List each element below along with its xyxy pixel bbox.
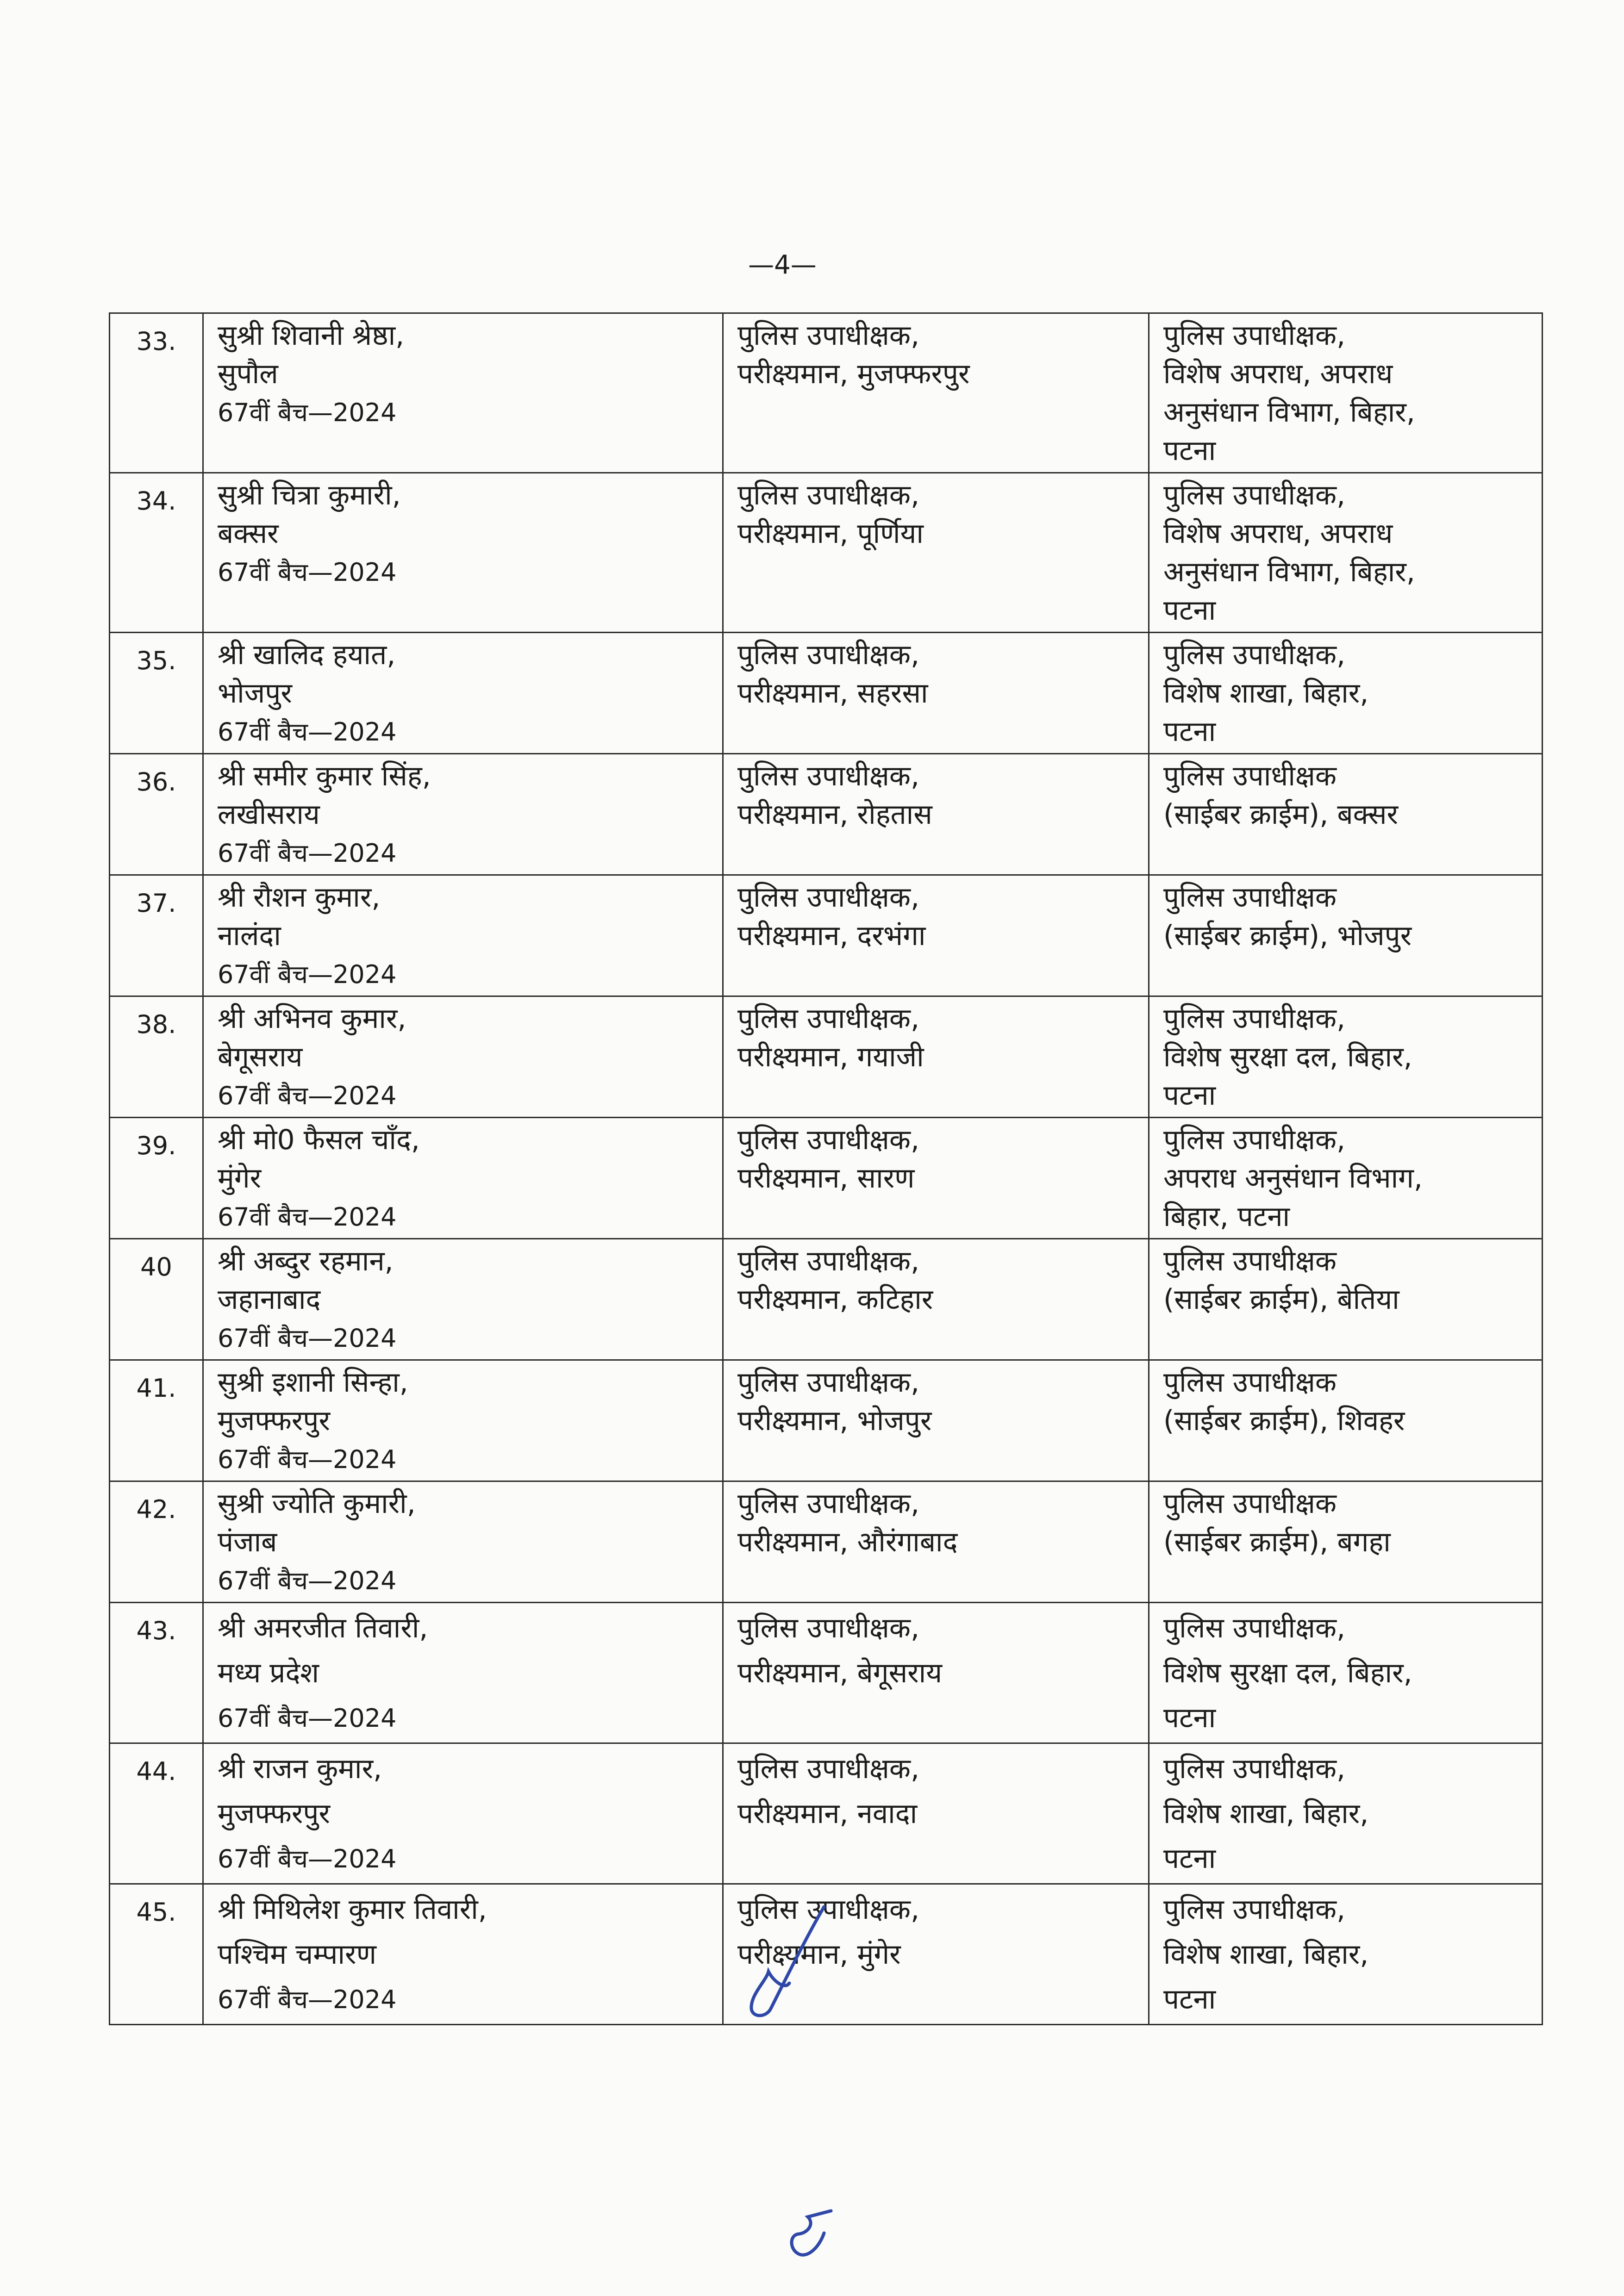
serial-number: 43. <box>110 1603 203 1743</box>
table-row <box>110 1603 1543 1743</box>
current-posting-line: परीक्ष्यमान, गयाजी <box>737 1041 924 1073</box>
current-posting-line: परीक्ष्यमान, बेगूसराय <box>737 1657 943 1689</box>
new-posting-line: (साईबर क्राईम), भोजपुर <box>1163 920 1412 952</box>
serial-number: 36. <box>110 754 203 875</box>
current-posting-cell <box>723 1360 1149 1481</box>
table-row <box>110 996 1543 1118</box>
table-row <box>110 313 1543 473</box>
officer-cell <box>203 1884 723 2025</box>
officer-cell <box>203 313 723 473</box>
batch-label: 67वीं बैच—2024 <box>218 398 397 427</box>
officer-name: श्री अब्दुर रहमान, <box>218 1245 394 1277</box>
serial-number: 37. <box>110 875 203 996</box>
officer-name: श्री रौशन कुमार, <box>218 881 381 914</box>
home-district: मुजफ्फरपुर <box>218 1405 330 1437</box>
officer-name: श्री अभिनव कुमार, <box>218 1002 406 1035</box>
officer-name: सुश्री शिवानी श्रेष्ठा, <box>218 319 405 352</box>
new-posting-cell <box>1149 875 1543 996</box>
current-posting-line: पुलिस उपाधीक्षक, <box>737 1893 920 1926</box>
home-district: जहानाबाद <box>218 1283 321 1316</box>
new-posting-cell <box>1149 1884 1543 2025</box>
current-posting-cell <box>723 473 1149 633</box>
officer-name: सुश्री इशानी सिन्हा, <box>218 1366 408 1399</box>
current-posting-line: पुलिस उपाधीक्षक, <box>737 1002 920 1035</box>
officer-cell <box>203 473 723 633</box>
current-posting-line: परीक्ष्यमान, सहरसा <box>737 677 928 709</box>
new-posting-line: पुलिस उपाधीक्षक <box>1163 881 1337 914</box>
current-posting-cell <box>723 1743 1149 1884</box>
current-posting-line: परीक्ष्यमान, मुजफ्फरपुर <box>737 358 970 390</box>
new-posting-line: पुलिस उपाधीक्षक, <box>1163 1753 1346 1785</box>
home-district: सुपौल <box>218 358 278 390</box>
new-posting-line: पुलिस उपाधीक्षक, <box>1163 479 1346 511</box>
new-posting-line: अनुसंधान विभाग, बिहार, <box>1163 396 1415 429</box>
new-posting-line: पुलिस उपाधीक्षक <box>1163 760 1337 792</box>
new-posting-line: विशेष अपराध, अपराध <box>1163 517 1393 550</box>
home-district: पंजाब <box>218 1526 277 1558</box>
officer-cell <box>203 633 723 754</box>
current-posting-line: परीक्ष्यमान, मुंगेर <box>737 1938 901 1971</box>
batch-label: 67वीं बैच—2024 <box>218 558 397 587</box>
new-posting-line: पुलिस उपाधीक्षक, <box>1163 1124 1346 1156</box>
new-posting-cell <box>1149 1360 1543 1481</box>
current-posting-cell <box>723 1239 1149 1360</box>
new-posting-line: (साईबर क्राईम), बक्सर <box>1163 798 1399 831</box>
current-posting-line: पुलिस उपाधीक्षक, <box>737 1366 920 1399</box>
officer-name: श्री खालिद हयात, <box>218 639 396 671</box>
current-posting-line: परीक्ष्यमान, पूर्णिया <box>737 517 924 550</box>
new-posting-line: पुलिस उपाधीक्षक, <box>1163 1612 1346 1644</box>
table-row <box>110 754 1543 875</box>
new-posting-line: पटना <box>1163 435 1216 467</box>
current-posting-cell <box>723 1118 1149 1239</box>
current-posting-cell <box>723 996 1149 1118</box>
new-posting-line: विशेष सुरक्षा दल, बिहार, <box>1163 1657 1412 1689</box>
new-posting-line: विशेष शाखा, बिहार, <box>1163 1938 1369 1971</box>
signature <box>734 1902 840 2022</box>
officer-name: सुश्री ज्योति कुमारी, <box>218 1487 416 1520</box>
new-posting-line: पुलिस उपाधीक्षक, <box>1163 1002 1346 1035</box>
current-posting-cell <box>723 633 1149 754</box>
serial-number: 38. <box>110 996 203 1118</box>
home-district: बेगूसराय <box>218 1041 303 1073</box>
new-posting-line: विशेष सुरक्षा दल, बिहार, <box>1163 1041 1412 1073</box>
initial-mark <box>780 2205 849 2265</box>
table-row <box>110 1743 1543 1884</box>
current-posting-line: पुलिस उपाधीक्षक, <box>737 1612 920 1644</box>
officer-cell <box>203 1743 723 1884</box>
current-posting-line: परीक्ष्यमान, दरभंगा <box>737 920 926 952</box>
current-posting-line: पुलिस उपाधीक्षक, <box>737 639 920 671</box>
current-posting-line: पुलिस उपाधीक्षक, <box>737 1245 920 1277</box>
current-posting-cell <box>723 1481 1149 1603</box>
new-posting-line: विशेष शाखा, बिहार, <box>1163 1798 1369 1830</box>
batch-label: 67वीं बैच—2024 <box>218 1704 397 1733</box>
officer-name: श्री समीर कुमार सिंह, <box>218 760 431 792</box>
current-posting-line: परीक्ष्यमान, कटिहार <box>737 1283 933 1316</box>
batch-label: 67वीं बैच—2024 <box>218 839 397 868</box>
serial-number: 35. <box>110 633 203 754</box>
new-posting-line: (साईबर क्राईम), बगहा <box>1163 1526 1391 1558</box>
current-posting-cell <box>723 1603 1149 1743</box>
officer-name: श्री मो0 फैसल चाँद, <box>218 1124 420 1156</box>
batch-label: 67वीं बैच—2024 <box>218 1566 397 1595</box>
new-posting-line: पटना <box>1163 1079 1216 1112</box>
officer-cell <box>203 1481 723 1603</box>
officer-name: श्री अमरजीत तिवारी, <box>218 1612 428 1644</box>
new-posting-line: पटना <box>1163 716 1216 748</box>
current-posting-cell <box>723 875 1149 996</box>
current-posting-cell <box>723 754 1149 875</box>
new-posting-line: (साईबर क्राईम), शिवहर <box>1163 1405 1405 1437</box>
new-posting-line: अनुसंधान विभाग, बिहार, <box>1163 556 1415 588</box>
officer-cell <box>203 875 723 996</box>
new-posting-line: विशेष शाखा, बिहार, <box>1163 677 1369 709</box>
home-district: भोजपुर <box>218 677 292 709</box>
current-posting-line: परीक्ष्यमान, रोहतास <box>737 798 932 831</box>
new-posting-line: (साईबर क्राईम), बेतिया <box>1163 1283 1399 1316</box>
new-posting-cell <box>1149 313 1543 473</box>
new-posting-line: पटना <box>1163 1983 1216 2016</box>
table-row <box>110 473 1543 633</box>
new-posting-cell <box>1149 633 1543 754</box>
posting-table <box>109 312 1543 2025</box>
table-row <box>110 1239 1543 1360</box>
table-row <box>110 1360 1543 1481</box>
officer-name: सुश्री चित्रा कुमारी, <box>218 479 401 511</box>
new-posting-line: विशेष अपराध, अपराध <box>1163 358 1393 390</box>
current-posting-line: परीक्ष्यमान, सारण <box>737 1162 915 1195</box>
new-posting-line: बिहार, पटना <box>1163 1201 1290 1233</box>
new-posting-line: पुलिस उपाधीक्षक, <box>1163 319 1346 352</box>
page-number: —4— <box>748 250 817 280</box>
new-posting-cell <box>1149 1603 1543 1743</box>
table-row <box>110 875 1543 996</box>
serial-number: 45. <box>110 1884 203 2025</box>
officer-cell <box>203 1118 723 1239</box>
home-district: नालंदा <box>218 920 281 952</box>
batch-label: 67वीं बैच—2024 <box>218 1081 397 1110</box>
new-posting-cell <box>1149 996 1543 1118</box>
serial-number: 39. <box>110 1118 203 1239</box>
current-posting-line: पुलिस उपाधीक्षक, <box>737 319 920 352</box>
new-posting-line: पटना <box>1163 1842 1216 1875</box>
current-posting-line: पुलिस उपाधीक्षक, <box>737 881 920 914</box>
new-posting-line: पुलिस उपाधीक्षक <box>1163 1487 1337 1520</box>
new-posting-line: अपराध अनुसंधान विभाग, <box>1163 1162 1423 1195</box>
officer-cell <box>203 996 723 1118</box>
home-district: मध्य प्रदेश <box>218 1657 319 1689</box>
batch-label: 67वीं बैच—2024 <box>218 1844 397 1873</box>
table-row <box>110 633 1543 754</box>
new-posting-cell <box>1149 473 1543 633</box>
serial-number: 44. <box>110 1743 203 1884</box>
serial-number: 34. <box>110 473 203 633</box>
batch-label: 67वीं बैच—2024 <box>218 1202 397 1232</box>
batch-label: 67वीं बैच—2024 <box>218 1445 397 1474</box>
current-posting-line: पुलिस उपाधीक्षक, <box>737 1124 920 1156</box>
new-posting-cell <box>1149 1743 1543 1884</box>
new-posting-cell <box>1149 754 1543 875</box>
current-posting-line: परीक्ष्यमान, भोजपुर <box>737 1405 932 1437</box>
new-posting-line: पुलिस उपाधीक्षक, <box>1163 1893 1346 1926</box>
serial-number: 41. <box>110 1360 203 1481</box>
officer-cell <box>203 1603 723 1743</box>
home-district: मुंगेर <box>218 1162 262 1195</box>
current-posting-line: पुलिस उपाधीक्षक, <box>737 479 920 511</box>
current-posting-line: परीक्ष्यमान, औरंगाबाद <box>737 1526 958 1558</box>
new-posting-cell <box>1149 1481 1543 1603</box>
new-posting-line: पुलिस उपाधीक्षक <box>1163 1245 1337 1277</box>
current-posting-line: परीक्ष्यमान, नवादा <box>737 1798 918 1830</box>
home-district: पश्चिम चम्पारण <box>218 1938 376 1971</box>
home-district: लखीसराय <box>218 798 320 831</box>
new-posting-line: पुलिस उपाधीक्षक, <box>1163 639 1346 671</box>
current-posting-cell <box>723 313 1149 473</box>
new-posting-line: पुलिस उपाधीक्षक <box>1163 1366 1337 1399</box>
batch-label: 67वीं बैच—2024 <box>218 960 397 989</box>
current-posting-line: पुलिस उपाधीक्षक, <box>737 1487 920 1520</box>
officer-cell <box>203 1239 723 1360</box>
serial-number: 40 <box>110 1239 203 1360</box>
current-posting-line: पुलिस उपाधीक्षक, <box>737 1753 920 1785</box>
new-posting-line: पटना <box>1163 594 1216 627</box>
new-posting-line: पटना <box>1163 1702 1216 1734</box>
serial-number: 42. <box>110 1481 203 1603</box>
officer-name: श्री मिथिलेश कुमार तिवारी, <box>218 1893 487 1926</box>
officer-cell <box>203 754 723 875</box>
table-row <box>110 1481 1543 1603</box>
serial-number: 33. <box>110 313 203 473</box>
batch-label: 67वीं बैच—2024 <box>218 1324 397 1353</box>
table-row <box>110 1118 1543 1239</box>
new-posting-cell <box>1149 1118 1543 1239</box>
officer-name: श्री राजन कुमार, <box>218 1753 382 1785</box>
home-district: बक्सर <box>218 517 279 550</box>
batch-label: 67वीं बैच—2024 <box>218 717 397 747</box>
officer-cell <box>203 1360 723 1481</box>
batch-label: 67वीं बैच—2024 <box>218 1985 397 2014</box>
current-posting-line: पुलिस उपाधीक्षक, <box>737 760 920 792</box>
home-district: मुजफ्फरपुर <box>218 1798 330 1830</box>
new-posting-cell <box>1149 1239 1543 1360</box>
